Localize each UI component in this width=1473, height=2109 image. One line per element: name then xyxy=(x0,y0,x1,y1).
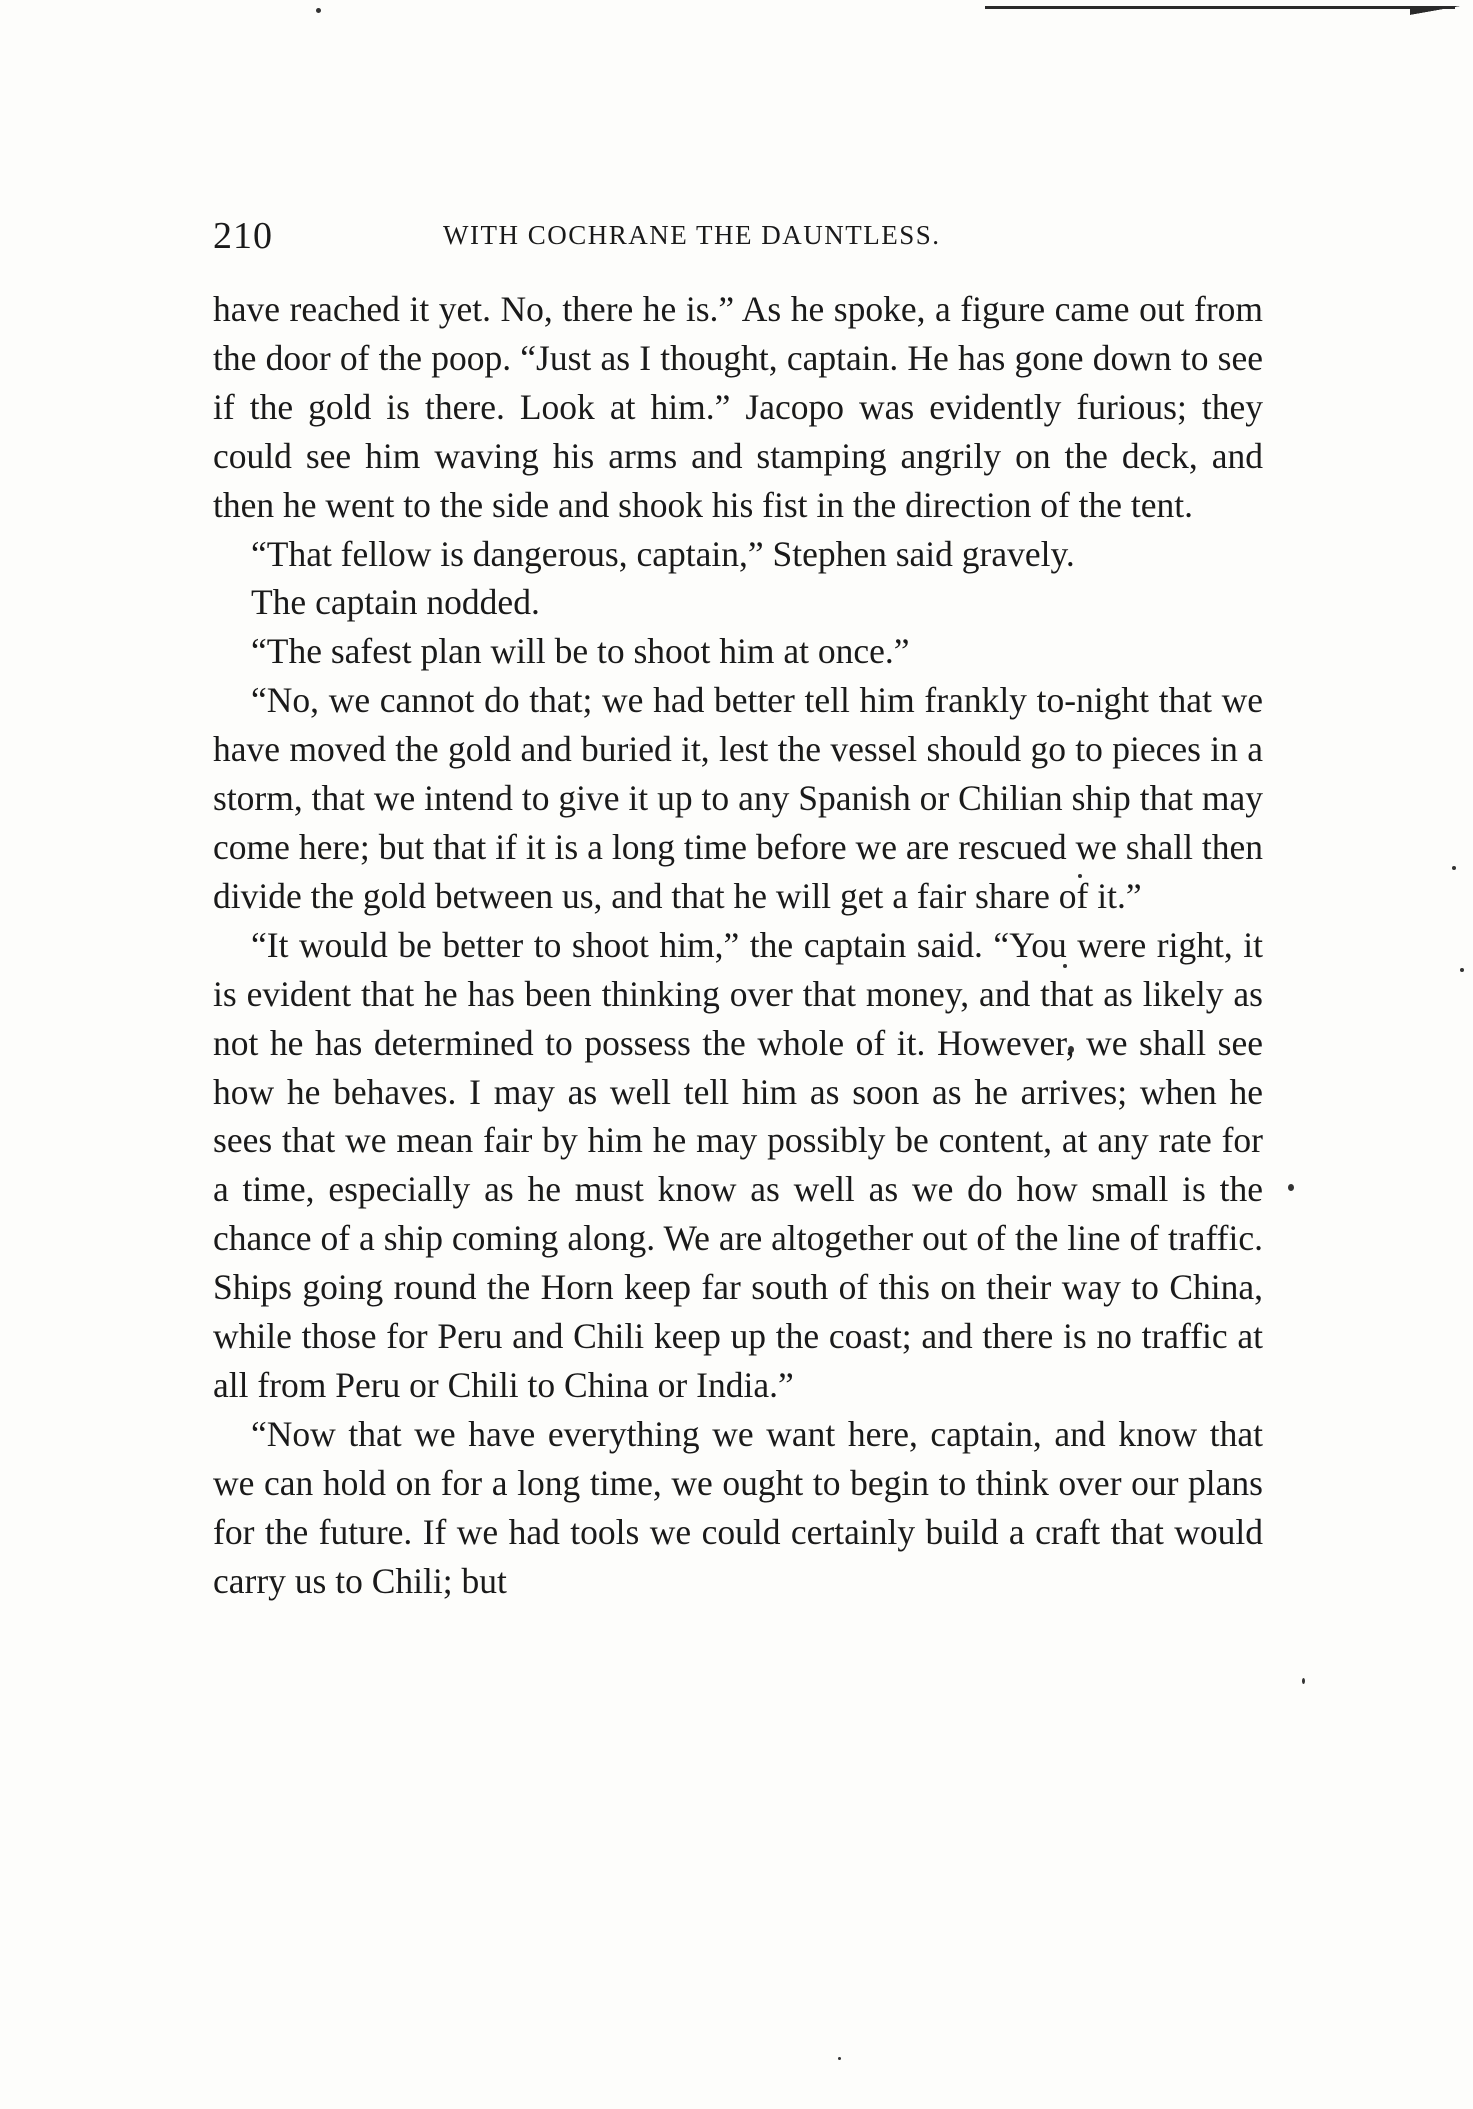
ink-speck xyxy=(1452,866,1456,870)
ink-speck xyxy=(838,2057,841,2060)
paragraph: have reached it yet. No, there he is.” As he spoke, a figure came out from the door of the poop. “Just as I thought, captain. He has gone down to see if the gold is there. Look at him.” Jacopo was evidently furious; they could see him waving his arms and stamping angrily on the deck, and then he went to the side and shook his fist in the direction of the tent. xyxy=(213,289,1263,525)
paragraph: “The safest plan will be to shoot him at once.” xyxy=(251,631,910,672)
top-edge-mark xyxy=(1410,6,1473,20)
paragraph: “No, we cannot do that; we had better tell him frankly to-night that we have moved the gold and buried it, lest the vessel should go to pieces in a storm, that we intend to give it up to any Spanish or Chilian ship that may come here; but that if it is a long time before we are rescued we shall then divide the gold between us, and that he will get a fair share of it.” xyxy=(213,680,1263,916)
ink-speck xyxy=(1302,1678,1305,1684)
paragraph: “That fellow is dangerous, captain,” Stephen said gravely. xyxy=(251,533,1075,574)
running-head: WITH COCHRANE THE DAUNTLESS. xyxy=(443,220,941,250)
ink-speck xyxy=(1460,968,1464,972)
paragraph: The captain nodded. xyxy=(251,582,540,623)
top-edge-rule xyxy=(985,6,1455,9)
paragraph: “It would be better to shoot him,” the captain said. “You were right, it is evident that he has been thinking over that money, and that as likely as not he has determined to possess the whole of it. However, we shall see how he behaves. I may as well tell him as soon as he arrives; when he sees that we mean fair by him he may possibly be content, at any rate for a time, especially as he must know as well as we do how small is the chance of a ship coming along. We are altogether out of the line of traffic. Ships going round the Horn keep far south of this on their way to China, while those for Peru and Chili keep up the coast; and there is no traffic at all from Peru or Chili to China or India.” xyxy=(213,924,1263,1405)
page-number: 210 xyxy=(213,215,273,257)
body-text xyxy=(213,285,1263,1605)
ink-speck xyxy=(316,8,321,13)
page-header xyxy=(213,214,1263,264)
paragraph: “Now that we have everything we want here, captain, and know that we can hold on for a long time, we ought to begin to think over our plans for the future. If we had tools we could certainly build a craft that would carry us to Chili; but xyxy=(213,1413,1263,1601)
ink-speck xyxy=(1288,1184,1294,1191)
